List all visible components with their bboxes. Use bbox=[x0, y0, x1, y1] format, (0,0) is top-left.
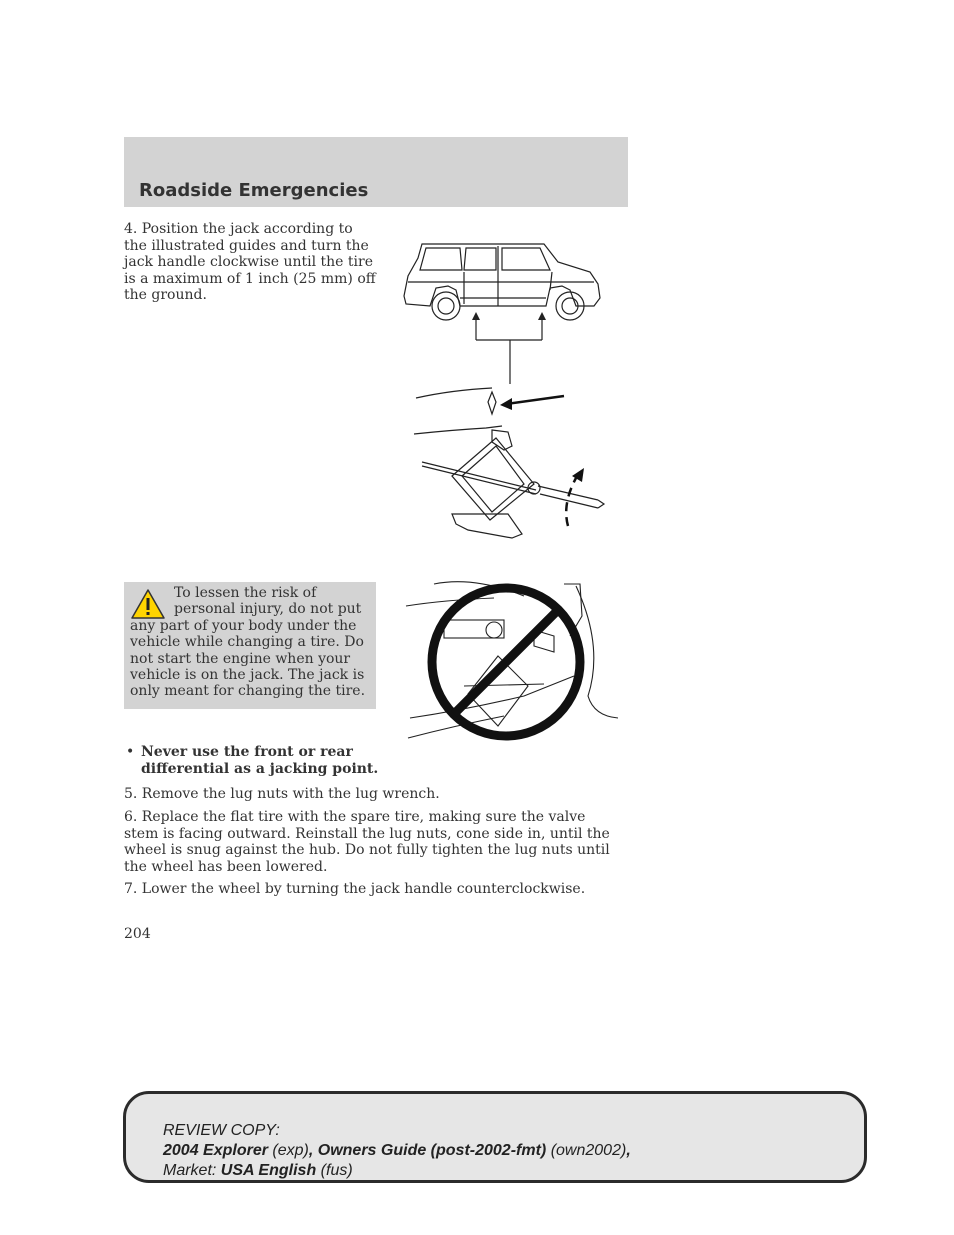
guide-name: Owners Guide (post-2002-fmt) bbox=[317, 1142, 547, 1159]
warning-text: To lessen the risk of personal injury, do not put any part of your body under the vehicle while changing a tire. Do not start the engine when your vehicle is on the jack. The jack is only meant for changing the tire. bbox=[130, 585, 366, 700]
section-header-band bbox=[124, 137, 628, 207]
bullet-text: Never use the front or rear differential as a jacking point. bbox=[141, 744, 379, 777]
review-label: REVIEW COPY: bbox=[163, 1122, 280, 1139]
review-copy-box bbox=[123, 1091, 867, 1183]
warning-box bbox=[124, 582, 376, 709]
review-copy-text bbox=[163, 1121, 631, 1181]
market-name: USA English bbox=[220, 1162, 317, 1179]
do-not-jack-under-vehicle-illustration bbox=[404, 576, 620, 744]
vehicle-name: 2004 Explorer bbox=[163, 1142, 268, 1159]
scissor-jack-illustration bbox=[412, 380, 608, 550]
section-title: Roadside Emergencies bbox=[139, 180, 369, 201]
separator: , bbox=[626, 1142, 631, 1159]
vehicle-code: (exp) bbox=[272, 1142, 309, 1159]
bullet-marker: • bbox=[126, 744, 135, 760]
page-number: 204 bbox=[124, 926, 151, 942]
guide-code: (own2002) bbox=[550, 1142, 627, 1159]
step-4-text: 4. Position the jack according to the illustrated guides and turn the jack handle clockwise until the tire is a maximum of 1 inch (25 mm) off the ground. bbox=[124, 221, 376, 303]
market-label: Market: bbox=[163, 1162, 217, 1179]
market-code: (fus) bbox=[320, 1162, 353, 1179]
bullet-item bbox=[124, 744, 384, 777]
step-5-text: 5. Remove the lug nuts with the lug wrench. bbox=[124, 786, 440, 802]
bullet-list bbox=[124, 744, 384, 777]
vehicle-jacking-points-illustration bbox=[398, 236, 604, 384]
step-7-text: 7. Lower the wheel by turning the jack handle counterclockwise. bbox=[124, 881, 586, 897]
separator: , bbox=[308, 1142, 314, 1159]
step-6-text: 6. Replace the flat tire with the spare tire, making sure the valve stem is facing outward. Reinstall the lug nuts, cone side in, until the wheel is snug against the hub. Do not fully tighten the lug nuts until the wheel has been lowered. bbox=[124, 809, 610, 875]
